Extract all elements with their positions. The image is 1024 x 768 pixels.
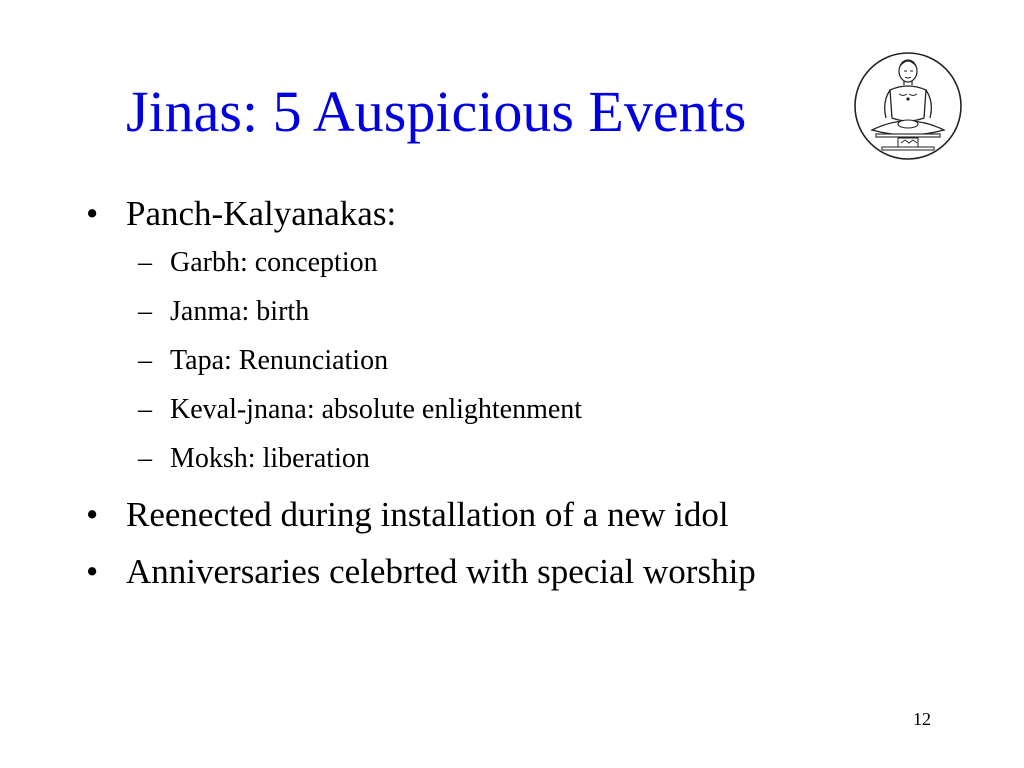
sub-bullet-marker: – bbox=[138, 296, 152, 327]
sub-bullet-text: Keval-jnana: absolute enlightenment bbox=[170, 394, 583, 425]
page-number: 12 bbox=[913, 709, 931, 729]
bullet-text: Panch-Kalyanakas: bbox=[126, 194, 397, 233]
sub-bullet-text: Janma: birth bbox=[170, 296, 310, 327]
sub-bullet-marker: – bbox=[138, 394, 152, 425]
sub-bullet-marker: – bbox=[138, 247, 152, 278]
sub-bullet-text: Garbh: conception bbox=[170, 247, 378, 278]
seated-meditating-jina-icon bbox=[852, 50, 964, 162]
bullet-marker: • bbox=[86, 495, 99, 534]
sub-bullet-text: Tapa: Renunciation bbox=[170, 345, 389, 376]
sub-bullet-marker: – bbox=[138, 443, 152, 474]
sub-bullet-marker: – bbox=[138, 345, 152, 376]
bullet-text: Reenected during installation of a new idol bbox=[126, 495, 729, 534]
bullet-marker: • bbox=[86, 552, 99, 591]
slide-title: Jinas: 5 Auspicious Events bbox=[126, 79, 747, 144]
bullet-text: Anniversaries celebrted with special worship bbox=[126, 552, 756, 591]
sub-bullet-text: Moksh: liberation bbox=[170, 443, 370, 474]
bullet-marker: • bbox=[86, 194, 99, 233]
